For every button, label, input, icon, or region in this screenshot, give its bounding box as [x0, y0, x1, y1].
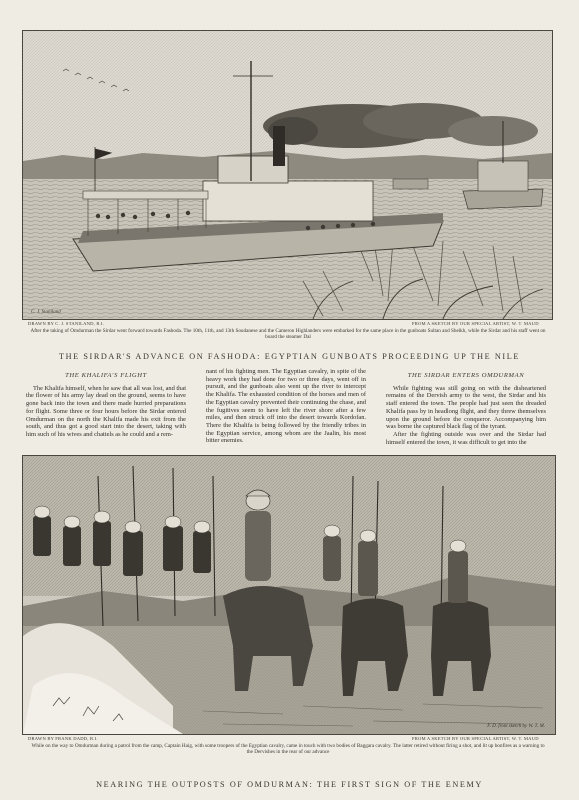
- top-caption: After the taking of Omdurman the Sirdar went forward towards Fashoda. The 10th, 11th, and 13th Soudanese and the Cameron Highlanders were embarked for the same place in the gunboats Sultan and Sheikh, while the Sirdar and his staff went on board the steamer Dal: [30, 328, 546, 341]
- bottom-title: NEARING THE OUTPOSTS OF OMDURMAN: THE FIRST SIGN OF THE ENEMY: [96, 780, 483, 789]
- artist-signature-bottom: F. D. from sketch by W. T. M.: [487, 724, 545, 729]
- top-title: THE SIRDAR'S ADVANCE ON FASHODA: EGYPTIAN GUNBOATS PROCEEDING UP THE NILE: [59, 352, 520, 361]
- column-3-heading: THE SIRDAR ENTERS OMDURMAN: [407, 372, 525, 379]
- top-credit-right: FROM A SKETCH BY OUR SPECIAL ARTIST, W. T. MAUD: [412, 321, 539, 326]
- column-1-heading: THE KHALIFA'S FLIGHT: [65, 372, 147, 379]
- gunboats-engraving: [22, 30, 553, 320]
- bottom-credit-left: DRAWN BY FRANK DADD, R.I.: [28, 736, 98, 741]
- top-credit-left: DRAWN BY C. J. STANILAND, R.I.: [28, 321, 105, 326]
- column-2-paragraph: nant of his fighting men. The Egyptian cavalry, in spite of the heavy work they had done for two or three days, went off in pursuit, and the gunboats also went up the river to intercept the Khalifa. The exhausted condition of the horses and men of the Egyptian cavalry prevented their continuing the chase, and the fugitives seem to have left the river shore after a few miles, and then struck off into the desert towards Kordofan. There the Khalifa is being followed by the friendly tribes in the Egyptian service, among whom are the Jaalin, his most bitter enemies.: [206, 368, 366, 445]
- artist-signature: C. J. Staniland: [31, 310, 61, 315]
- bottom-caption: While on the way to Omdurman during a patrol from the camp, Captain Haig, with some troopers of the Egyptian cavalry, came in touch with two bodies of Baggara cavalry. The latter retired without firing a shot, and lit up bonfires as a warning to the Dervishes in the rear of our advance: [31, 743, 545, 756]
- column-1: [26, 372, 186, 439]
- column-3-paragraph-1: While fighting was still going on with the disheartened remains of the Dervish army to the west, the Sirdar and his staff entered the town. The people had just seen the dreaded Khalifa pass by in headlong flight, and they threw themselves upon the ground before the conqueror. Accompanying him was borne the captured black flag of the tyrant.: [386, 384, 546, 431]
- cavalry-engraving: [22, 455, 556, 735]
- column-3-paragraph-2: After the fighting outside was over and the Sirdar had himself entered the town, it was difficult to get into the: [386, 430, 546, 446]
- column-3: [386, 372, 546, 446]
- article-columns: [26, 368, 554, 454]
- column-2: [206, 368, 366, 445]
- gunboats-illustration: [23, 31, 552, 319]
- cavalry-illustration: [23, 456, 555, 734]
- bottom-credit-right: FROM A SKETCH BY OUR SPECIAL ARTIST, W. T. MAUD: [412, 736, 539, 741]
- column-1-paragraph: The Khalifa himself, when he saw that all was lost, and that the flower of his army lay dead on the ground, seems to have gone back into the town and there made hurried preparations for flight. Some three or four hours before the Sirdar entered Omdurman on the north the Khalifa made his exit from the south, and thus got a good start into the desert, taking with him such of his wives and chattels as he could and a rem-: [26, 384, 186, 438]
